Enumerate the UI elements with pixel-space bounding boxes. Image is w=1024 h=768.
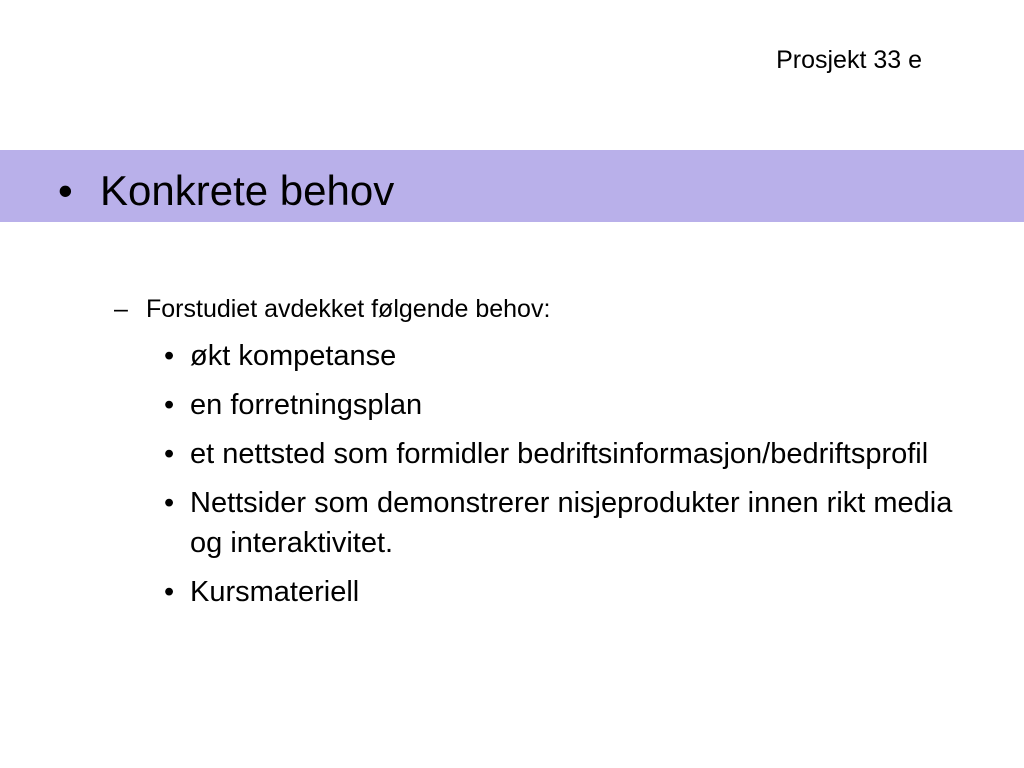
subheading-text: Forstudiet avdekket følgende behov: [146,295,551,323]
title-text: Konkrete behov [100,167,395,214]
list-item [160,483,980,563]
item-text: et nettsted som formidler bedriftsinformasjon/bedriftsprofil [190,438,929,470]
list-item [160,385,980,425]
item-text: økt kompetanse [190,340,397,372]
subheading-dash: – [114,295,128,323]
list-item [160,572,980,612]
slide-title [58,166,394,216]
item-text: Nettsider som demonstrerer nisjeprodukter innen rikt media og interaktivitet. [190,487,953,559]
item-bullet: • [164,487,175,519]
needs-list [160,336,980,621]
item-text: Kursmateriell [190,576,360,608]
subheading [114,292,550,326]
list-item [160,336,980,376]
item-bullet: • [164,389,175,421]
project-label: Prosjekt 33 e [776,46,922,74]
item-text: en forretningsplan [190,389,423,421]
item-bullet: • [164,576,175,608]
list-item [160,434,980,474]
item-bullet: • [164,438,175,470]
item-bullet: • [164,340,175,372]
title-bullet: • [58,167,73,214]
